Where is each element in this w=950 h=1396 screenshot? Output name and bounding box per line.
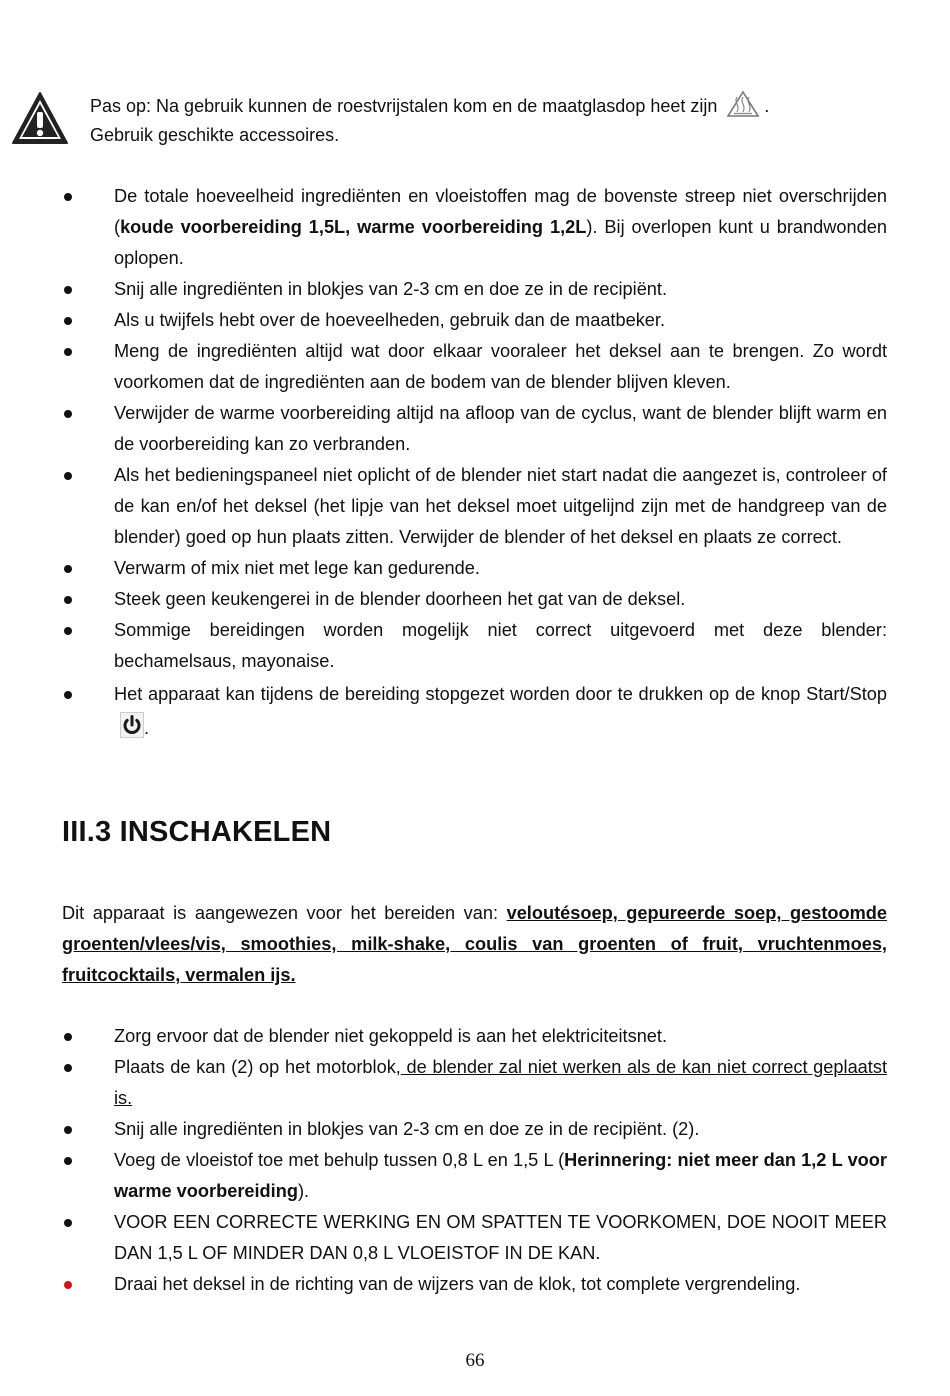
hot-surface-icon	[726, 90, 760, 118]
list-item: Als het bedieningspaneel niet oplicht of de blender niet start nadat die aangezet is, controleer of de kan en/of het deksel (het lipje van het deksel moet uitgelijnd zijn met de handgreep van de blender) goed op hun plaats zitten. Verwijder de blender of het deksel en plaats ze correct.	[62, 460, 887, 553]
bullet-icon	[64, 1033, 72, 1041]
list-item: Het apparaat kan tijdens de bereiding stopgezet worden door te drukken op de knop Start/Stop.	[62, 677, 887, 745]
warning-text	[90, 90, 870, 150]
list-item: Verwarm of mix niet met lege kan gedurende.	[62, 553, 887, 584]
warning-triangle-icon	[10, 90, 70, 146]
list-item: VOOR EEN CORRECTE WERKING EN OM SPATTEN TE VOORKOMEN, DOE NOOIT MEER DAN 1,5 L OF MINDER DAN 0,8 L VLOEISTOF IN DE KAN.	[62, 1207, 887, 1269]
bullet-icon	[64, 1219, 72, 1227]
warning-line-1-end: .	[764, 96, 770, 116]
list-item: Steek geen keukengerei in de blender doorheen het gat van de deksel.	[62, 584, 887, 615]
bullet-icon	[64, 627, 72, 635]
list-item: Als u twijfels hebt over de hoeveelheden, gebruik dan de maatbeker.	[62, 305, 887, 336]
bullet-icon	[64, 286, 72, 294]
intro-paragraph: Dit apparaat is aangewezen voor het bereiden van: veloutésoep, gepureerde soep, gestoomde groenten/vlees/vis, smoothies, milk-shake, coulis van groenten of fruit, vruchtenmoes, fruitcocktails, vermalen ijs.	[62, 903, 887, 985]
bullet-icon-red	[64, 1281, 72, 1289]
bullet-icon	[64, 348, 72, 356]
bullet-icon	[64, 317, 72, 325]
bullet-icon	[64, 410, 72, 418]
bullet-icon	[64, 1157, 72, 1165]
power-icon	[120, 712, 144, 738]
warning-line-2: Gebruik geschikte accessoires.	[90, 125, 340, 145]
list-item: Snij alle ingrediënten in blokjes van 2-3 cm en doe ze in de recipiënt.	[62, 274, 887, 305]
bullet-icon	[64, 596, 72, 604]
bullet-icon	[64, 472, 72, 480]
bullet-icon	[64, 691, 72, 699]
bullet-icon	[64, 1126, 72, 1134]
startup-steps-list	[62, 1021, 887, 1300]
bullet-icon	[64, 193, 72, 201]
list-item: De totale hoeveelheid ingrediënten en vloeistoffen mag de bovenste streep niet overschrijden (koude voorbereiding 1,5L, warme voorbereiding 1,2L). Bij overlopen kunt u brandwonden oplopen.	[62, 181, 887, 274]
list-item: Zorg ervoor dat de blender niet gekoppeld is aan het elektriciteitsnet.	[62, 1021, 887, 1052]
list-item: Plaats de kan (2) op het motorblok, de blender zal niet werken als de kan niet correct geplaatst is.	[62, 1052, 887, 1114]
list-item: Meng de ingrediënten altijd wat door elkaar vooraleer het deksel aan te brengen. Zo wordt voorkomen dat de ingrediënten aan de bodem van de blender blijven kleven.	[62, 336, 887, 398]
list-item: Sommige bereidingen worden mogelijk niet correct uitgevoerd met deze blender: bechamelsaus, mayonaise.	[62, 615, 887, 677]
list-item: Draai het deksel in de richting van de wijzers van de klok, tot complete vergrendeling.	[62, 1269, 887, 1300]
list-item: Verwijder de warme voorbereiding altijd na afloop van de cyclus, want de blender blijft warm en de voorbereiding kan zo verbranden.	[62, 398, 887, 460]
precautions-list	[62, 181, 887, 745]
list-item: Snij alle ingrediënten in blokjes van 2-3 cm en doe ze in de recipiënt. (2).	[62, 1114, 887, 1145]
page-number: 66	[465, 1350, 485, 1371]
list-item: Voeg de vloeistof toe met behulp tussen 0,8 L en 1,5 L (Herinnering: niet meer dan 1,2 L voor warme voorbereiding).	[62, 1145, 887, 1207]
bullet-icon	[64, 1064, 72, 1072]
bullet-icon	[64, 565, 72, 573]
warning-line-1: Pas op: Na gebruik kunnen de roestvrijstalen kom en de maatglasdop heet zijn	[90, 96, 718, 116]
section-heading: III.3 INSCHAKELEN	[62, 816, 332, 848]
